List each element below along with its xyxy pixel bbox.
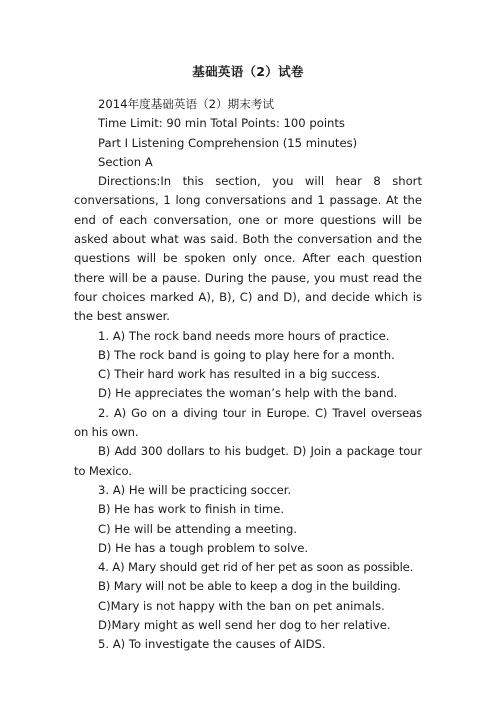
question-line: B) Add 300 dollars to his budget. D) Join a package tour to Mexico. <box>74 444 422 478</box>
question-line: 4. A) Mary should get rid of her pet as soon as possible. <box>98 560 414 575</box>
question-line: D) He appreciates the woman’s help with the band. <box>98 386 398 401</box>
question-line: B) The rock band is going to play here for a month. <box>98 347 395 362</box>
question-line: C) Their hard work has resulted in a big success. <box>98 367 381 382</box>
question-line: C)Mary is not happy with the ban on pet animals. <box>98 598 385 613</box>
question-line: 3. A) He will be practicing soccer. <box>98 482 292 497</box>
question-line: 2. A) Go on a diving tour in Europe. C) Travel overseas on his own. <box>74 405 422 440</box>
question-line: D)Mary might as well send her dog to her relative. <box>98 618 391 633</box>
directions-paragraph: Directions:In this section, you will hear 8 short conversations, 1 long conversations and 1 passage. At the end of each conversation, one or more questions will be asked about what was said. Both the conversation and the questions will be spoken only once. After each question there will be a pause. During the pause, you must read the four choices marked A), B), C) and D), and decide which is the best answer. <box>74 174 422 324</box>
document-title: 基础英语（2）试卷 <box>192 64 304 79</box>
question-line: 1. A) The rock band needs more hours of practice. <box>98 328 390 343</box>
question-line: 5. A) To investigate the causes of AIDS. <box>98 637 326 652</box>
document-body <box>74 95 422 655</box>
exam-subtitle: 2014年度基础英语（2）期末考试 <box>98 97 275 111</box>
question-line: C) He will be attending a meeting. <box>98 521 298 536</box>
section-heading: Section A <box>98 154 153 169</box>
part-heading: Part I Listening Comprehension (15 minutes) <box>98 135 358 150</box>
question-line: B) He has work to finish in time. <box>98 502 285 517</box>
question-line: D) He has a tough problem to solve. <box>98 540 309 555</box>
time-limit-line: Time Limit: 90 min Total Points: 100 points <box>98 116 345 131</box>
question-line: B) Mary will not be able to keep a dog in the building. <box>98 579 401 594</box>
